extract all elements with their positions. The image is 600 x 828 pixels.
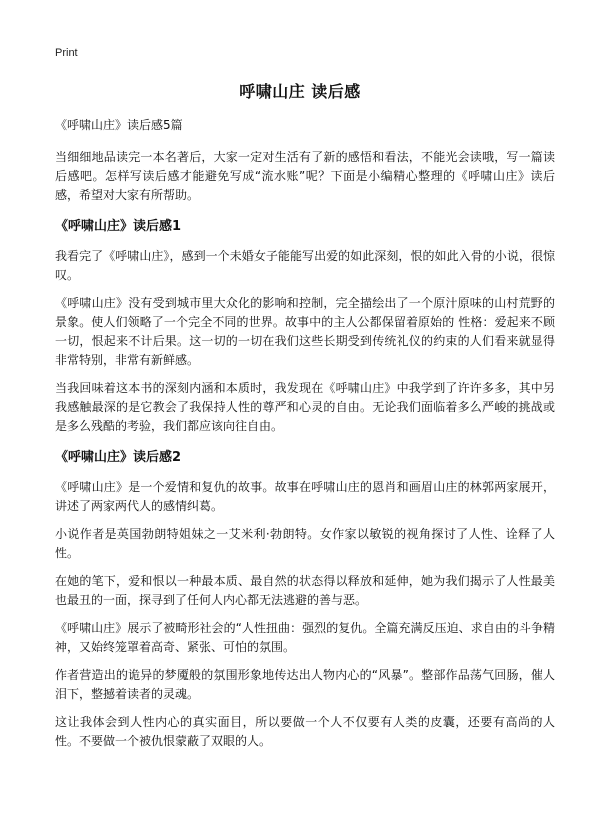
- section-2: [55, 449, 555, 751]
- page-title: 呼啸山庄 读后感: [239, 82, 361, 101]
- section-paragraph: 《呼啸山庄》展示了被畸形社会的“人性扭曲：强烈的复仇。全篇充满反压迫、求自由的斗争精神，又始终笼罩着高奇、紧张、可怕的氛围。: [55, 621, 555, 654]
- section-1: [55, 218, 555, 436]
- section-paragraph: 《呼啸山庄》是一个爱情和复仇的故事。故事在呼啸山庄的恩肖和画眉山庄的林郭两家展开，讲述了两家两代人的感情纠葛。: [55, 480, 555, 513]
- section-heading: 《呼啸山庄》读后感1: [55, 219, 182, 234]
- print-link[interactable]: Print: [55, 47, 78, 59]
- article-body: [55, 116, 555, 760]
- intro-paragraph: 当细细地品读完一本名著后，大家一定对生活有了新的感悟和看法，不能光会读哦，写一篇读后感吧。怎样写读后感才能避免写成“流水账”呢？下面是小编精心整理的《呼啸山庄》读后感，希望对大家有所帮助。: [55, 150, 555, 202]
- section-paragraph: 作者营造出的诡异的梦魇般的氛围形象地传达出人物内心的“风暴”。整部作品荡气回肠，催人泪下，整撼着读者的灵魂。: [55, 668, 555, 701]
- section-paragraph: 这让我体会到人性内心的真实面目，所以要做一个人不仅要有人类的皮囊，还要有高尚的人性。不要做一个被仇恨蒙蔽了双眼的人。: [55, 715, 555, 748]
- section-paragraph: 在她的笔下，爱和恨以一种最本质、最自然的状态得以释放和延伸，她为我们揭示了人性最美也最丑的一面，探寻到了任何人内心都无法逃避的善与恶。: [55, 574, 555, 607]
- section-paragraph: 小说作者是英国勃朗特姐妹之一艾米利·勃朗特。女作家以敏锐的视角探讨了人性、诠释了人性。: [55, 527, 555, 560]
- section-paragraph: 我看完了《呼啸山庄》，感到一个未婚女子能能写出爱的如此深刻，恨的如此入骨的小说，很惊叹。: [55, 249, 555, 282]
- section-paragraph: 《呼啸山庄》没有受到城市里大众化的影响和控制，完全描绘出了一个原汁原味的山村荒野的景象。使人们领略了一个完全不同的世界。故事中的主人公都保留着原始的 性格：爱起来不顾一切，恨起来不计后果。这一切的一切在我们这些长期受到传统礼仪的约束的人们看来就显得非常特别，非常有新鲜感。: [55, 296, 555, 367]
- section-heading: 《呼啸山庄》读后感2: [55, 450, 182, 465]
- article-subtitle: 《呼啸山庄》读后感5篇: [55, 118, 183, 132]
- section-paragraph: 当我回味着这本书的深刻内涵和本质时，我发现在《呼啸山庄》中我学到了许许多多，其中另我感触最深的是它教会了我保持人性的尊严和心灵的自由。无论我们面临着多么严峻的挑战或是多么残酷的考验，我们都应该向往自由。: [55, 381, 555, 433]
